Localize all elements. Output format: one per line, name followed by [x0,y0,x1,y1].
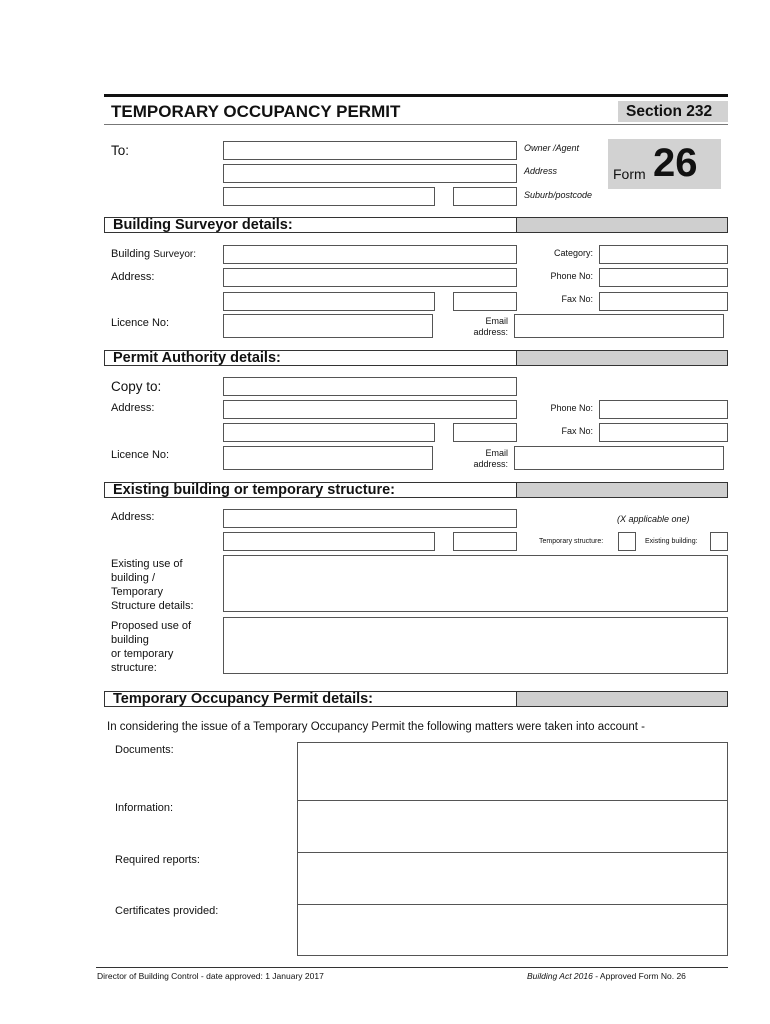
information-label: Information: [115,802,174,814]
surveyor-address-field[interactable] [223,268,517,287]
section-badge [618,101,728,122]
existing-postcode-field[interactable] [453,532,517,551]
required-reports-field[interactable] [297,852,728,905]
surveyor-heading: Building Surveyor details: [113,217,293,233]
form-word: Form [613,166,646,182]
surveyor-heading-shade [516,218,727,232]
authority-heading: Permit Authority details: [113,350,281,366]
authority-suburb-field[interactable] [223,423,435,442]
proposed-use-label: Proposed use of building or temporary structure: [111,620,192,674]
owner-suburb-label: Suburb/postcode [524,190,593,200]
surveyor-fax-field[interactable] [599,292,728,311]
footer-form-no: - Approved Form No. 26 [592,971,686,981]
surveyor-name-field[interactable] [223,245,517,264]
header-rule [104,94,728,97]
form-number-badge [608,139,721,189]
owner-address-label: Address [524,166,558,176]
existing-building-label: Existing building: [645,538,698,545]
proposed-use-field[interactable] [223,617,728,674]
information-field[interactable] [297,800,728,853]
existing-suburb-field[interactable] [223,532,435,551]
authority-fax-field[interactable] [599,423,728,442]
section-label: Section 232 [626,103,713,120]
building-surveyor-label: Building Surveyor: [111,248,196,260]
existing-heading-shade [516,483,727,497]
owner-agent-field[interactable] [223,141,517,160]
documents-field[interactable] [297,742,728,801]
surveyor-suburb-field[interactable] [223,292,435,311]
authority-fax-label: Fax No: [561,426,593,436]
surveyor-category-field[interactable] [599,245,728,264]
existing-heading: Existing building or temporary structure: [113,482,395,498]
existing-section-bar [104,482,728,498]
form-number: 26 [653,141,698,185]
required-reports-label: Required reports: [115,854,200,866]
owner-postcode-field[interactable] [453,187,517,206]
authority-address-field[interactable] [223,400,517,419]
existing-address-field[interactable] [223,509,517,528]
surveyor-postcode-field[interactable] [453,292,517,311]
authority-licence-field[interactable] [223,446,433,470]
authority-email-label-a: Email [485,448,508,458]
permit-section-bar [104,691,728,707]
footer-act: Building Act 2016 [527,971,593,981]
permit-heading-shade [516,692,727,706]
owner-agent-label: Owner /Agent [524,143,580,153]
authority-phone-field[interactable] [599,400,728,419]
footer-rule [96,967,728,968]
header-bottom-rule [104,124,728,125]
surveyor-section-bar [104,217,728,233]
copy-to-field[interactable] [223,377,517,396]
surveyor-email-field[interactable] [514,314,724,338]
documents-label: Documents: [115,744,174,756]
existing-use-field[interactable] [223,555,728,612]
applicable-note: (X applicable one) [617,514,690,524]
authority-heading-shade [516,351,727,365]
surveyor-email-label-a: Email [485,316,508,326]
surveyor-phone-field[interactable] [599,268,728,287]
surveyor-address-label: Address: [111,271,155,283]
surveyor-email-label-b: address: [473,327,508,337]
surveyor-licence-field[interactable] [223,314,433,338]
to-label: To: [111,143,130,158]
footer-left: Director of Building Control - date approved: 1 January 2017 [97,971,324,981]
surveyor-fax-label: Fax No: [561,294,593,304]
copy-to-label: Copy to: [111,379,162,394]
authority-email-field[interactable] [514,446,724,470]
owner-address-field[interactable] [223,164,517,183]
surveyor-category-label: Category: [553,248,593,258]
authority-phone-label: Phone No: [550,403,593,413]
existing-address-label: Address: [111,511,155,523]
permit-intro: In considering the issue of a Temporary Occupancy Permit the following matters were taken into account - [107,721,645,733]
existing-building-checkbox[interactable] [710,532,728,551]
surveyor-licence-label: Licence No: [111,317,170,329]
authority-postcode-field[interactable] [453,423,517,442]
authority-licence-label: Licence No: [111,449,170,461]
certificates-label: Certificates provided: [115,905,219,917]
authority-section-bar [104,350,728,366]
permit-heading: Temporary Occupancy Permit details: [113,691,374,707]
temporary-structure-label: Temporary structure: [539,538,604,545]
owner-suburb-field[interactable] [223,187,435,206]
authority-email-label-b: address: [473,459,508,469]
temporary-structure-checkbox[interactable] [618,532,636,551]
existing-use-label: Existing use of building / Temporary Structure details: [111,558,194,612]
authority-address-label: Address: [111,402,155,414]
footer-right [527,971,686,981]
certificates-field[interactable] [297,904,728,956]
form-title: TEMPORARY OCCUPANCY PERMIT [111,102,401,121]
surveyor-phone-label: Phone No: [550,271,593,281]
